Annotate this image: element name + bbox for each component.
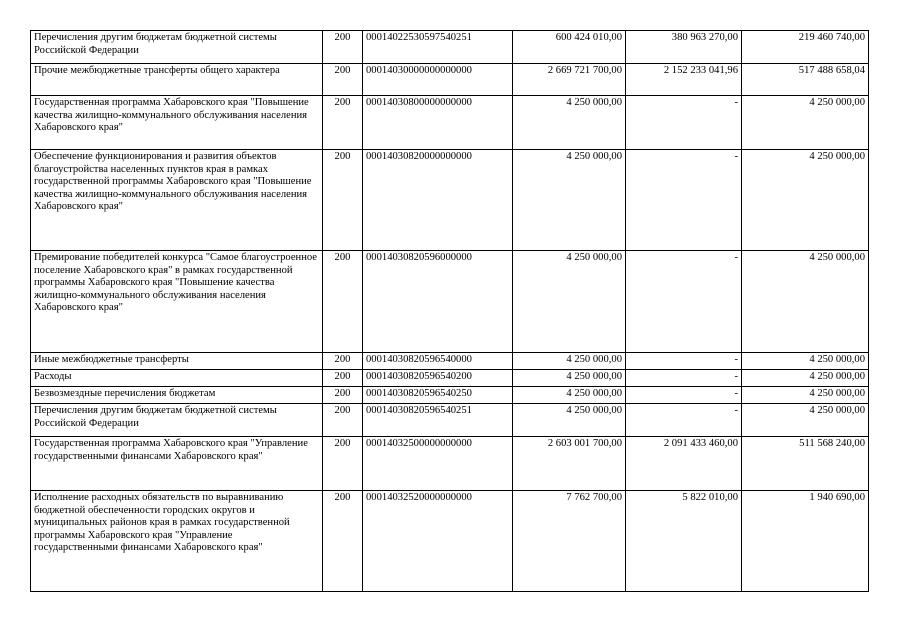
row-code-cell: 200 xyxy=(323,64,363,96)
row-executed-cell: - xyxy=(626,353,742,370)
row-remaining-cell: 219 460 740,00 xyxy=(742,31,869,64)
row-approved-cell: 4 250 000,00 xyxy=(513,96,626,150)
row-approved-cell: 4 250 000,00 xyxy=(513,404,626,437)
row-kbk-cell: 00014030820596000000 xyxy=(363,251,513,353)
row-approved-cell: 4 250 000,00 xyxy=(513,150,626,251)
row-remaining-cell: 4 250 000,00 xyxy=(742,96,869,150)
table-row xyxy=(31,491,869,592)
row-kbk-cell: 00014030820596540200 xyxy=(363,370,513,387)
row-kbk-cell: 00014032520000000000 xyxy=(363,491,513,592)
row-name-cell: Иные межбюджетные трансферты xyxy=(31,353,323,370)
row-name-cell: Премирование победителей конкурса "Самое благоустроенное поселение Хабаровского края" в рамках государственной программы Хабаровского края "Повышение качества жилищно-коммунального обслуживания населения Хабаровского края" xyxy=(31,251,323,353)
row-approved-cell: 2 669 721 700,00 xyxy=(513,64,626,96)
row-name-cell: Перечисления другим бюджетам бюджетной системы Российской Федерации xyxy=(31,404,323,437)
row-name-cell: Расходы xyxy=(31,370,323,387)
row-code-cell: 200 xyxy=(323,31,363,64)
row-executed-cell: 2 152 233 041,96 xyxy=(626,64,742,96)
row-remaining-cell: 4 250 000,00 xyxy=(742,251,869,353)
row-kbk-cell: 00014022530597540251 xyxy=(363,31,513,64)
row-executed-cell: 5 822 010,00 xyxy=(626,491,742,592)
row-approved-cell: 4 250 000,00 xyxy=(513,251,626,353)
row-code-cell: 200 xyxy=(323,150,363,251)
row-executed-cell: - xyxy=(626,404,742,437)
row-code-cell: 200 xyxy=(323,96,363,150)
table-row xyxy=(31,251,869,353)
row-remaining-cell: 517 488 658,04 xyxy=(742,64,869,96)
row-kbk-cell: 00014030800000000000 xyxy=(363,96,513,150)
row-code-cell: 200 xyxy=(323,251,363,353)
row-code-cell: 200 xyxy=(323,353,363,370)
row-executed-cell: - xyxy=(626,96,742,150)
row-name-cell: Перечисления другим бюджетам бюджетной системы Российской Федерации xyxy=(31,31,323,64)
row-approved-cell: 7 762 700,00 xyxy=(513,491,626,592)
row-name-cell: Обеспечение функционирования и развития объектов благоустройства населенных пунктов края в рамках государственной программы Хабаровского края "Повышение качества жилищно-коммунального обслуживания населения Хабаровского края" xyxy=(31,150,323,251)
table-row xyxy=(31,96,869,150)
row-approved-cell: 600 424 010,00 xyxy=(513,31,626,64)
row-kbk-cell: 00014030000000000000 xyxy=(363,64,513,96)
row-approved-cell: 4 250 000,00 xyxy=(513,353,626,370)
row-kbk-cell: 00014030820596540251 xyxy=(363,404,513,437)
row-approved-cell: 2 603 001 700,00 xyxy=(513,437,626,491)
row-remaining-cell: 511 568 240,00 xyxy=(742,437,869,491)
row-code-cell: 200 xyxy=(323,404,363,437)
row-remaining-cell: 4 250 000,00 xyxy=(742,404,869,437)
row-name-cell: Государственная программа Хабаровского края "Управление государственными финансами Хабаровского края" xyxy=(31,437,323,491)
table-row xyxy=(31,370,869,387)
row-name-cell: Безвозмездные перечисления бюджетам xyxy=(31,387,323,404)
row-approved-cell: 4 250 000,00 xyxy=(513,387,626,404)
table-row xyxy=(31,404,869,437)
row-name-cell: Прочие межбюджетные трансферты общего характера xyxy=(31,64,323,96)
row-executed-cell: 2 091 433 460,00 xyxy=(626,437,742,491)
row-executed-cell: - xyxy=(626,387,742,404)
row-approved-cell: 4 250 000,00 xyxy=(513,370,626,387)
row-remaining-cell: 4 250 000,00 xyxy=(742,387,869,404)
row-kbk-cell: 00014030820596540000 xyxy=(363,353,513,370)
row-code-cell: 200 xyxy=(323,387,363,404)
row-remaining-cell: 4 250 000,00 xyxy=(742,150,869,251)
row-kbk-cell: 00014030820596540250 xyxy=(363,387,513,404)
row-remaining-cell: 4 250 000,00 xyxy=(742,353,869,370)
row-executed-cell: 380 963 270,00 xyxy=(626,31,742,64)
table-row xyxy=(31,437,869,491)
row-code-cell: 200 xyxy=(323,491,363,592)
row-code-cell: 200 xyxy=(323,437,363,491)
row-code-cell: 200 xyxy=(323,370,363,387)
row-executed-cell: - xyxy=(626,370,742,387)
table-row xyxy=(31,353,869,370)
row-kbk-cell: 00014030820000000000 xyxy=(363,150,513,251)
row-executed-cell: - xyxy=(626,150,742,251)
budget-table xyxy=(30,30,869,592)
row-executed-cell: - xyxy=(626,251,742,353)
table-row xyxy=(31,150,869,251)
row-kbk-cell: 00014032500000000000 xyxy=(363,437,513,491)
table-row xyxy=(31,64,869,96)
row-name-cell: Исполнение расходных обязательств по выравниванию бюджетной обеспеченности городских округов и муниципальных районов края в рамках государственной программы Хабаровского края "Управление государственными финансами Хабаровского края" xyxy=(31,491,323,592)
row-remaining-cell: 1 940 690,00 xyxy=(742,491,869,592)
table-row xyxy=(31,387,869,404)
table-row xyxy=(31,31,869,64)
row-name-cell: Государственная программа Хабаровского края "Повышение качества жилищно-коммунального обслуживания населения Хабаровского края" xyxy=(31,96,323,150)
row-remaining-cell: 4 250 000,00 xyxy=(742,370,869,387)
